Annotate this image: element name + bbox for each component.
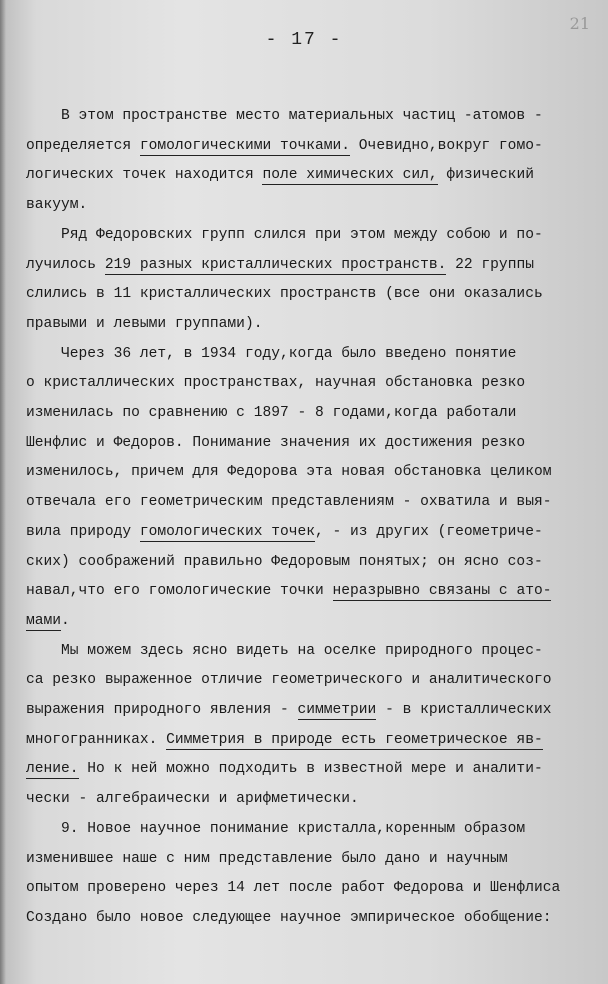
paragraph (26, 221, 594, 340)
document-body (26, 102, 594, 934)
text-line (26, 726, 594, 756)
text-line (26, 280, 594, 310)
text-line (26, 251, 594, 281)
text-line (26, 132, 594, 162)
text-segment: изменилось, причем для Федорова эта новая обстановка целиком (26, 464, 552, 481)
text-segment: чески - алгебраически и арифметически. (26, 791, 359, 808)
text-line (26, 785, 594, 815)
text-segment: ских) соображений правильно Федоровым понятых; он ясно соз- (26, 553, 543, 570)
text-line (26, 696, 594, 726)
underlined-text: ление. (26, 761, 79, 778)
text-segment: опытом проверено через 14 лет после работ Федорова и Шенфлиса (26, 880, 561, 897)
text-segment: логических точек находится (26, 167, 263, 184)
underlined-text: гомологическими точками. (139, 137, 351, 154)
text-line (26, 666, 594, 696)
paragraph (26, 815, 594, 934)
corner-page-mark: 21 (569, 14, 590, 33)
underlined-text: неразрывно связаны с ато- (332, 583, 552, 600)
text-segment: , - из других (геометриче- (315, 523, 543, 540)
text-segment: изменилась по сравнению с 1897 - 8 годами,когда работали (26, 405, 517, 422)
underlined-text: поле химических сил, (262, 167, 438, 184)
text-segment: навал,что его гомологические точки (26, 583, 333, 600)
text-line (26, 607, 594, 637)
text-segment: отвечала его геометрическим представлениям - охватила и выя- (26, 494, 552, 511)
text-line (26, 221, 594, 251)
text-segment: са резко выраженное отличие геометрического и аналитического (26, 672, 552, 689)
text-line (26, 845, 594, 875)
underlined-text: 219 разных кристаллических пространств. (104, 256, 447, 273)
text-line (26, 488, 594, 518)
text-segment: выражения природного явления - (26, 702, 298, 719)
text-segment: Через 36 лет, в 1934 году,когда было введено понятие (26, 345, 517, 362)
text-line (26, 815, 594, 845)
underlined-text: Симметрия в природе есть геометрическое яв- (166, 731, 543, 748)
text-line (26, 637, 594, 667)
text-line (26, 548, 594, 578)
text-segment: Но к ней можно подходить в известной мере и аналити- (78, 761, 543, 778)
underlined-text: гомологических точек (139, 523, 316, 540)
text-segment: правыми и левыми группами). (26, 315, 263, 332)
text-line (26, 369, 594, 399)
paragraph (26, 637, 594, 815)
text-segment: 9. Новое научное понимание кристалла,коренным образом (26, 820, 526, 837)
text-segment: Ряд Федоровских групп слился при этом между собою и по- (26, 226, 543, 243)
text-line (26, 102, 594, 132)
text-line (26, 904, 594, 934)
text-line (26, 191, 594, 221)
text-line (26, 399, 594, 429)
text-segment: вила природу (26, 523, 140, 540)
text-segment: вакуум. (26, 197, 88, 214)
text-segment: Очевидно,вокруг гомо- (350, 137, 543, 154)
text-segment: - в кристаллических (376, 702, 552, 719)
text-segment: о кристаллических пространствах, научная обстановка резко (26, 375, 526, 392)
text-segment: Мы можем здесь ясно видеть на оселке природного процес- (26, 642, 543, 659)
text-segment: . (61, 612, 70, 629)
text-segment: определяется (26, 137, 140, 154)
text-line (26, 577, 594, 607)
paragraph (26, 340, 594, 637)
text-segment: изменившее наше с ним представление было дано и научным (26, 850, 508, 867)
underlined-text: симметрии (297, 702, 377, 719)
text-segment: физический (437, 167, 534, 184)
text-line (26, 310, 594, 340)
text-segment: Создано было новое следующее научное эмпирическое обобщение: (26, 909, 552, 926)
text-line (26, 458, 594, 488)
text-line (26, 755, 594, 785)
text-segment: слились в 11 кристаллических пространств (все они оказались (26, 286, 543, 303)
text-segment: Шенфлис и Федоров. Понимание значения их достижения резко (26, 434, 526, 451)
text-line (26, 429, 594, 459)
paragraph (26, 102, 594, 221)
text-segment: 22 группы (446, 256, 534, 273)
text-line (26, 161, 594, 191)
page-number: - 17 - (265, 30, 343, 50)
underlined-text: мами (26, 612, 62, 629)
text-line (26, 340, 594, 370)
text-segment: лучилось (26, 256, 105, 273)
text-segment: многогранниках. (26, 731, 167, 748)
text-line (26, 518, 594, 548)
text-line (26, 874, 594, 904)
text-segment: В этом пространстве место материальных частиц -атомов - (26, 108, 543, 124)
